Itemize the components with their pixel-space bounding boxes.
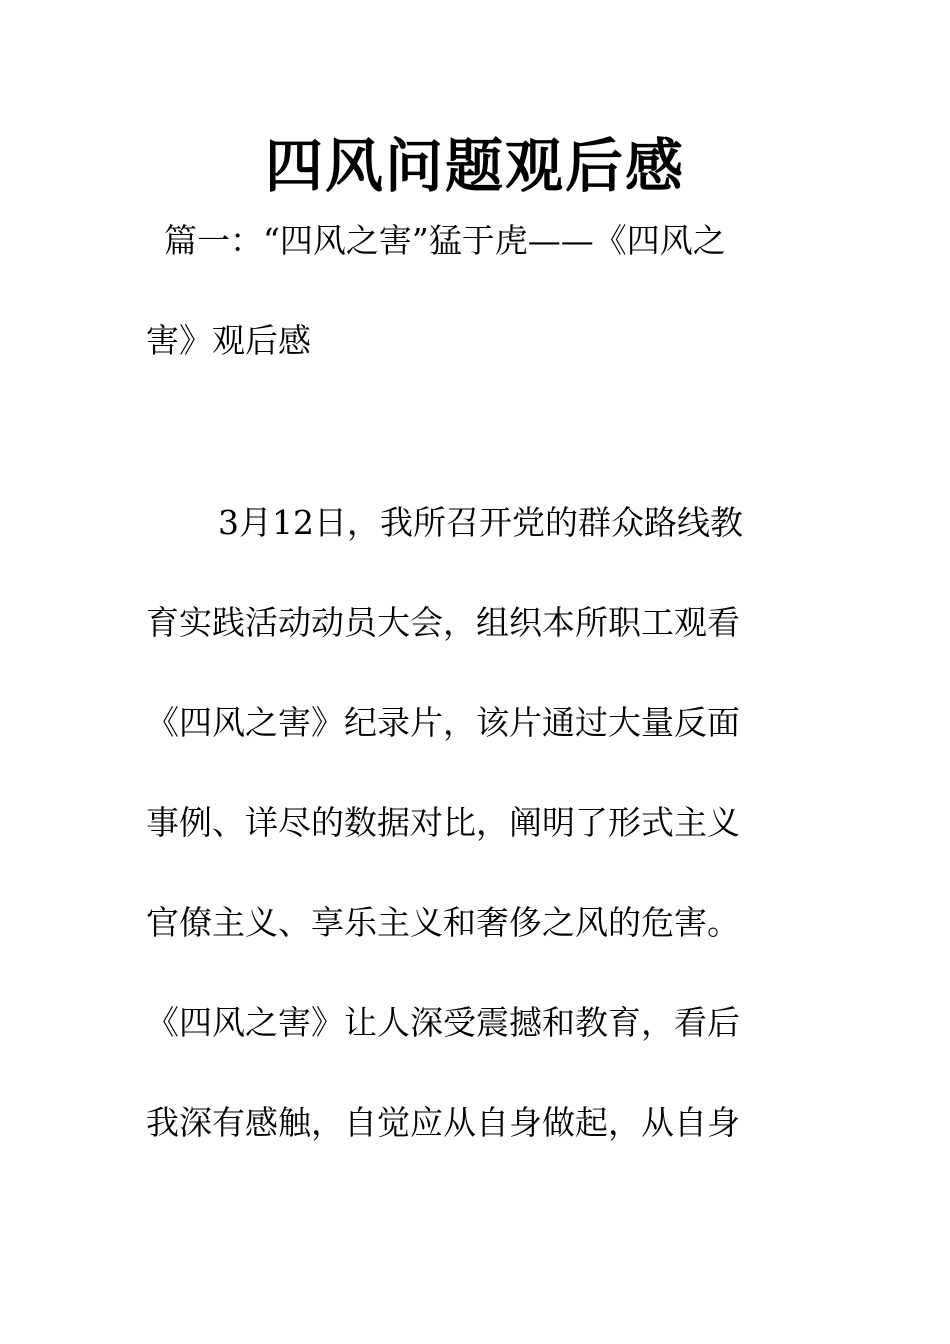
- paragraph-line: 《四风之害》纪录片，该片通过大量反面: [146, 703, 740, 742]
- paragraph-line: 我深有感触，自觉应从自身做起，从自身: [146, 1103, 740, 1142]
- paragraph-line: 官僚主义、享乐主义和奢侈之风的危害。: [146, 903, 740, 942]
- paragraph-line: 3月12日，我所召开党的群众路线教: [218, 503, 743, 542]
- subtitle-block: [146, 208, 810, 408]
- document-title: 四风问题观后感: [264, 132, 685, 200]
- subtitle-line: 篇一：“四风之害”猛于虎——《四风之: [164, 221, 726, 260]
- paragraph-line: 育实践活动动员大会，组织本所职工观看: [146, 603, 740, 642]
- subtitle-line: 害》观后感: [146, 321, 311, 360]
- paragraph-line: 事例、详尽的数据对比，阐明了形式主义: [146, 803, 740, 842]
- body-paragraph: [146, 490, 810, 1190]
- paragraph-line: 《四风之害》让人深受震撼和教育，看后: [146, 1003, 740, 1042]
